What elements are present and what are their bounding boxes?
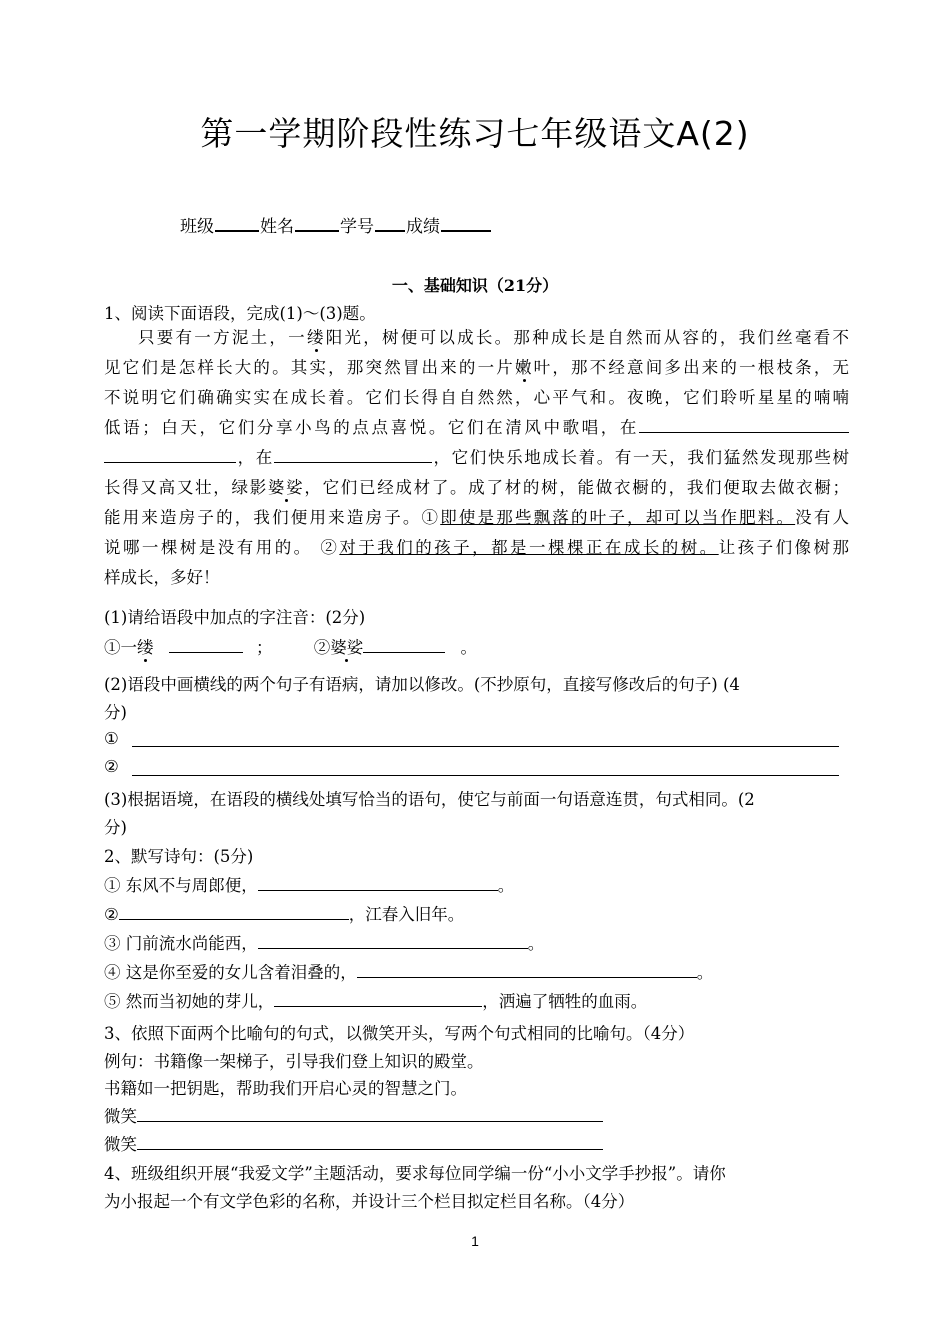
reading-passage: [104, 323, 849, 593]
class-blank[interactable]: [215, 212, 259, 232]
q3-example-2: 书籍如一把钥匙，帮助我们开启心灵的智慧之门。: [104, 1079, 467, 1098]
q1-sub2: (2)语段中画横线的两个句子有语病，请加以修改。(不抄原句，直接写修改后的句子) (4: [104, 675, 740, 694]
q3-answer-2: 微笑: [104, 1131, 603, 1155]
dotted-char: 嫩: [514, 358, 534, 377]
q1-sub3: (3)根据语境，在语段的横线处填写恰当的语句，使它与前面一句语意连贯，句式相同。(2: [104, 790, 755, 809]
q1-sub1: (1)请给语段中加点的字注音：(2分): [104, 608, 366, 627]
passage-blank[interactable]: [639, 416, 849, 433]
poem-line-4: ④ 这是你至爱的女儿含着泪叠的， 。: [104, 963, 714, 982]
score-blank[interactable]: [441, 212, 491, 232]
passage-line: 说哪一棵树是没有用的。 ②对于我们的孩子，都是一棵棵正在成长的树。让孩子们像树那: [104, 538, 849, 557]
id-label: 学号: [340, 217, 374, 237]
page-title: 第一学期阶段性练习七年级语文A(2): [200, 114, 750, 153]
poem-line-1: ① 东风不与周郎便， 。: [104, 876, 515, 895]
class-label: 班级: [180, 217, 214, 237]
q1-sub3-cont: 分): [104, 818, 127, 837]
passage-line: 样成长，多好！: [104, 568, 220, 587]
poem-blank-5[interactable]: [274, 990, 482, 1007]
poem-line-5: ⑤ 然而当初她的芽儿， ，洒遍了牺牲的血雨。: [104, 992, 648, 1011]
passage-line: ，在 ，它们快乐地成长着。有一天，我们猛然发现那些树: [104, 443, 849, 473]
q3-heading: 3、依照下面两个比喻句的句式，以微笑开头，写两个句式相同的比喻句。（4分）: [104, 1024, 695, 1043]
answer-line-1[interactable]: [132, 746, 839, 747]
pinyin-blank-2[interactable]: [363, 636, 445, 653]
poem-blank-4[interactable]: [357, 961, 697, 978]
q3-blank-1[interactable]: [137, 1105, 603, 1122]
q1-sub1-answers: ①一缕 ； ②婆娑 。: [104, 638, 477, 657]
underlined-sentence-2: 对于我们的孩子，都是一棵棵正在成长的树。: [339, 538, 719, 557]
answer-mark-2: ②: [104, 757, 119, 776]
page-number: 1: [471, 1233, 479, 1249]
passage-line: 能用来造房子的，我们便用来造房子。①即使是那些飘落的叶子，却可以当作肥料。没有人: [104, 508, 850, 527]
dotted-chars: 婆娑: [267, 478, 305, 497]
name-label: 姓名: [260, 217, 294, 237]
passage-blank[interactable]: [274, 446, 432, 463]
q3-example: 例句：书籍像一架梯子，引导我们登上知识的殿堂。: [104, 1052, 484, 1071]
name-blank[interactable]: [295, 212, 339, 232]
passage-line: 长得又高又壮，绿影婆娑，它们已经成材了。成了材的树，能做衣橱的，我们便取去做衣橱；: [104, 478, 850, 497]
passage-line: 见它们是怎样长大的。其实，那突然冒出来的一片嫩叶，那不经意间多出来的一根枝条，无: [104, 358, 850, 377]
section-heading: 一、基础知识（21分）: [391, 276, 559, 295]
q1-sub2-cont: 分): [104, 703, 127, 722]
id-blank[interactable]: [375, 212, 405, 232]
passage-line: 低语；白天，它们分享小鸟的点点喜悦。它们在清风中歌唱，在: [104, 413, 849, 443]
passage-blank[interactable]: [104, 446, 236, 463]
poem-blank-1[interactable]: [258, 874, 498, 891]
q4-line-1: 4、班级组织开展“我爱文学”主题活动，要求每位同学编一份“小小文学手抄报”。请你: [104, 1164, 726, 1183]
passage-line: 只要有一方泥土，一缕阳光，树便可以成长。那种成长是自然而从容的，我们丝毫看不: [138, 328, 850, 347]
dotted-char: 缕: [306, 328, 326, 347]
passage-line: 不说明它们确确实实在成长着。它们长得自自然然，心平气和。夜晚，它们聆听星星的喃喃: [104, 388, 849, 407]
q3-blank-2[interactable]: [137, 1133, 603, 1150]
poem-line-3: ③ 门前流水尚能西， 。: [104, 934, 545, 953]
answer-line-2[interactable]: [132, 775, 839, 776]
poem-blank-2[interactable]: [119, 903, 349, 920]
q4-line-2: 为小报起一个有文学色彩的名称，并设计三个栏目拟定栏目名称。（4分）: [104, 1192, 635, 1211]
q3-answer-1: 微笑: [104, 1103, 603, 1127]
underlined-sentence-1: 即使是那些飘落的叶子，却可以当作肥料。: [440, 508, 796, 527]
poem-line-2: ② ，江春入旧年。: [104, 905, 465, 924]
q2-heading: 2、默写诗句：(5分): [104, 847, 254, 866]
answer-mark-1: ①: [104, 729, 119, 748]
poem-blank-3[interactable]: [258, 932, 528, 949]
student-info-row: [180, 212, 492, 237]
q1-intro: 1、阅读下面语段，完成(1)～(3)题。: [104, 304, 376, 323]
pinyin-blank-1[interactable]: [169, 636, 243, 653]
score-label: 成绩: [406, 217, 440, 237]
